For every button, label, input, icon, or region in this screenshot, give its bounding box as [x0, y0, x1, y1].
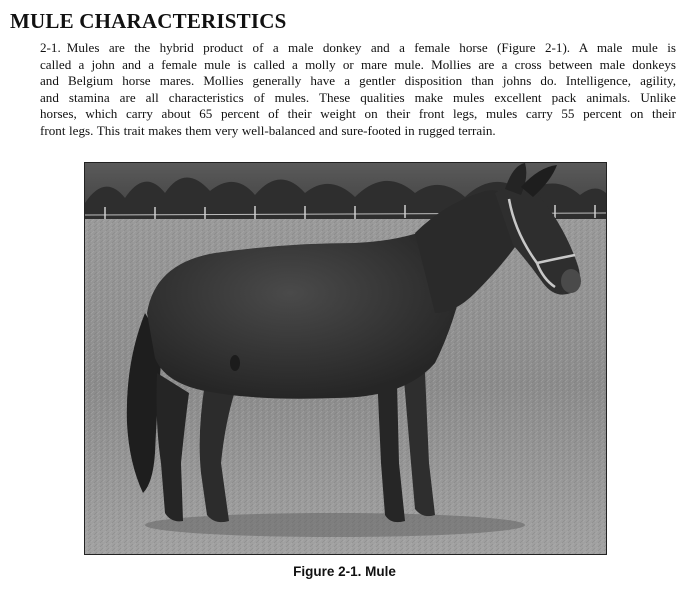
- paragraph-line: horses, which carry about 65 percent of their weight on their front legs, mules carry 55 percent on their: [40, 106, 676, 122]
- figure-caption: Figure 2-1. Mule: [293, 564, 396, 579]
- mule-muzzle: [561, 269, 581, 293]
- mule-photo: [84, 162, 607, 555]
- paragraph-line: 2-1. Mules are the hybrid product of a male donkey and a female horse (Figure 2-1). A male mule is: [40, 40, 676, 55]
- paragraph-line: and Belgium horse mares. Mollies generally have a gentler disposition than johns do. Intelligence, agility,: [40, 73, 676, 89]
- mule-illustration: [85, 163, 606, 554]
- paragraph-line: called a john and a female mule is called a molly or mare mule. Mollies are a cross between male donkeys: [40, 56, 676, 72]
- section-heading: MULE CHARACTERISTICS: [10, 9, 287, 33]
- paragraph-number: 2-1.: [40, 40, 61, 55]
- shadow: [145, 513, 525, 537]
- body-detail: [230, 355, 240, 371]
- paragraph-2-1: [40, 40, 676, 140]
- paragraph-line: and stamina are all characteristics of mules. These qualities make mules excellent pack animals. Unlike: [40, 89, 676, 105]
- paragraph-line: front legs. This trait makes them very well-balanced and sure-footed in rugged terrain.: [40, 122, 496, 138]
